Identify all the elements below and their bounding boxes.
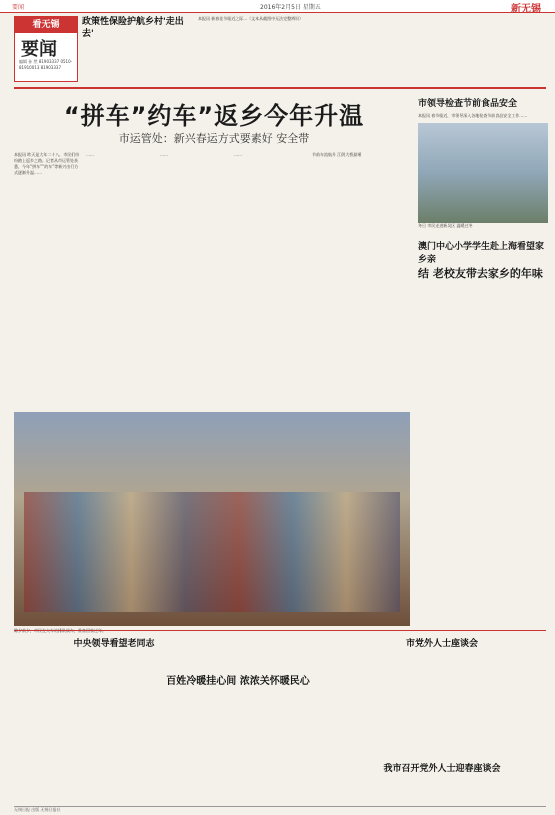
lead-headline <box>82 16 190 80</box>
bottom-right-block <box>338 636 546 774</box>
right-text: 本报讯 春节临近，市领导深入各地检查节前食品安全工作…… <box>418 113 528 118</box>
right-photo-caption: 冬日 市民走进新吴区 温暖过冬 <box>418 223 473 228</box>
right-title: 市领导检查节前食品安全 <box>418 99 518 109</box>
bottom-right-title-2: 我市召开党外人士迎春座谈会 <box>383 764 501 774</box>
bottom-mid-title: 百姓冷暖挂心间 浓浓关怀暖民心 <box>166 676 310 687</box>
photo-caption <box>14 628 410 634</box>
main-photo <box>14 412 410 626</box>
main-column-4: …… <box>234 152 242 157</box>
main-subheadline: 市运管处：新兴春运方式要素好 安全带 <box>118 132 310 145</box>
bottom-left-title: 中央领导看望老同志 <box>73 639 155 649</box>
main-column-1: 本报讯 昨天是大年二十八，市民们纷纷踏上返乡之路。记者从市运管处获悉，今年“拼车”“约车”等新兴出行方式逐渐升温…… <box>14 152 80 175</box>
masthead-meta: 编辑 孙 然 81903337 0510-81910013 81903337 <box>19 59 73 70</box>
lead-headline-text: 政策性保险护航乡村'走出去' <box>82 17 184 39</box>
masthead-tag: 看无锡 <box>15 17 77 33</box>
bottom-divider <box>14 630 546 631</box>
footer: 无锡日报 出版 无锡日报社 <box>14 806 546 815</box>
news-brief: 本报讯 新春佳节临近之际...（文本从截图中无法完整辨识） <box>198 16 304 21</box>
bottom-mid-block <box>148 672 328 687</box>
edition-date: 2016年2月5日 星期五 <box>260 4 321 11</box>
main-column-3: …… <box>160 152 168 157</box>
section-divider <box>14 87 546 89</box>
right-photo <box>418 123 548 223</box>
section-tag: 要闻 <box>12 4 25 11</box>
main-headline: “拼车”约车”返乡今年升温 <box>63 102 365 130</box>
right-column <box>418 96 548 281</box>
bottom-left-block <box>14 636 214 649</box>
photo-subjects <box>24 492 400 612</box>
masthead-title: 要闻 <box>21 39 57 60</box>
right-story-title: 澳门中心小学学生赴上海看望家乡亲 <box>418 242 545 265</box>
main-column-2: …… <box>86 152 94 157</box>
bottom-right-title: 市党外人士座谈会 <box>405 639 478 649</box>
right-story-lead: 结 老校友带去家乡的年味 <box>418 267 543 280</box>
newspaper-logo: 新无锡 <box>511 4 541 15</box>
main-column-5: 节前车流航升 江阴大桥最堵 <box>312 152 362 157</box>
masthead <box>14 16 78 82</box>
